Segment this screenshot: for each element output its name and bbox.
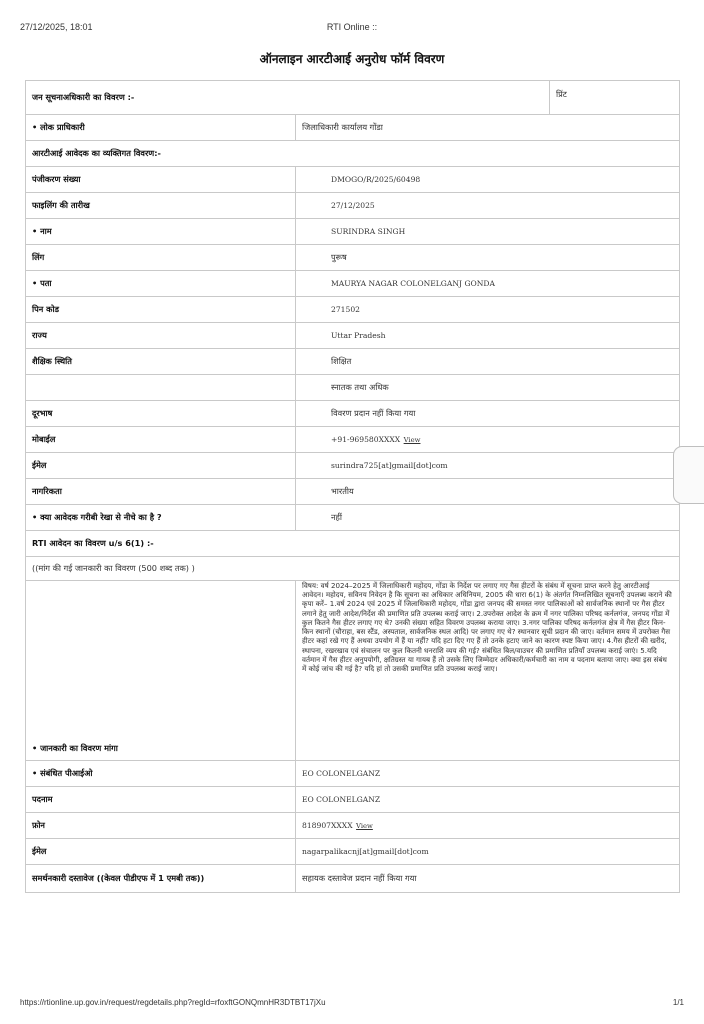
table-row [26, 401, 680, 427]
table-row [26, 349, 680, 375]
address-label: • पता [26, 271, 296, 297]
document-title: ऑनलाइन आरटीआई अनुरोध फॉर्म विवरण [259, 52, 445, 66]
print-header [20, 22, 684, 36]
name-label: • नाम [26, 219, 296, 245]
table-row [26, 193, 680, 219]
pio-section-heading: जन सूचनाअधिकारी का विवरण :- [26, 81, 550, 115]
mobile-label: मोबाईल [26, 427, 296, 453]
table-row [26, 245, 680, 271]
pio-email-label: ईमेल [26, 839, 296, 865]
table-row [26, 167, 680, 193]
table-row [26, 865, 680, 893]
info-requested-label: • जानकारी का विवरण मांगा [26, 581, 296, 761]
print-page-title: RTI Online :: [326, 22, 378, 32]
supporting-docs-label: समर्थनकारी दस्तावेज ((केवल पीडीएफ में 1 एमबी तक)) [26, 865, 296, 893]
phone-label: दूरभाष [26, 401, 296, 427]
pincode-label: पिन कोड [26, 297, 296, 323]
table-row [26, 141, 680, 167]
pio-phone-cell [296, 813, 680, 839]
table-row [26, 427, 680, 453]
pio-phone-view-link[interactable]: View [356, 821, 373, 830]
page-number: 1/1 [672, 998, 684, 1007]
rti-subheading: ((मांग की गई जानकारी का विवरण (500 शब्द तक) ) [26, 557, 680, 581]
bpl-label: • क्या आवेदक गरीबी रेखा से नीचे का है ? [26, 505, 296, 531]
table-row [26, 505, 680, 531]
filing-date-value: 27/12/2025 [296, 193, 680, 219]
pio-phone-label: फ़ोन [26, 813, 296, 839]
name-value: SURINDRA SINGH [296, 219, 680, 245]
page-url: https://rtionline.up.gov.in/request/regdetails.php?regId=rfoxftGONQmnHR3DTBT17jXu [20, 998, 326, 1007]
designation-value: EO COLONELGANZ [296, 787, 680, 813]
phone-value: विवरण प्रदान नहीं किया गया [296, 401, 680, 427]
email-label: ईमेल [26, 453, 296, 479]
public-authority-label: • लोक प्राधिकारी [26, 115, 296, 141]
table-row [26, 813, 680, 839]
gender-label: लिंग [26, 245, 296, 271]
side-scroll-tab[interactable] [673, 446, 704, 504]
table-row [26, 323, 680, 349]
reg-no-value: DMOGO/R/2025/60498 [296, 167, 680, 193]
table-row [26, 761, 680, 787]
pio-phone-value: 818907XXXX [302, 820, 353, 830]
print-date: 27/12/2025, 18:01 [20, 22, 93, 32]
table-row [26, 271, 680, 297]
citizenship-label: नागरिकता [26, 479, 296, 505]
citizenship-value: भारतीय [296, 479, 680, 505]
mobile-value: +91-969580XXXX [331, 434, 401, 444]
bpl-value: नहीं [296, 505, 680, 531]
email-value: surindra725[at]gmail[dot]com [296, 453, 680, 479]
table-row [26, 81, 680, 115]
rti-section-heading: RTI आवेदन का विवरण u/s 6(1) :- [26, 531, 680, 557]
print-footer [20, 998, 684, 1010]
designation-label: पदनाम [26, 787, 296, 813]
education-value: शिक्षित [296, 349, 680, 375]
table-row [26, 531, 680, 557]
state-label: राज्य [26, 323, 296, 349]
education-label: शैक्षिक स्थिति [26, 349, 296, 375]
empty-cell [26, 375, 296, 401]
public-authority-value: जिलाधिकारी कार्यालय गोंडा [296, 115, 680, 141]
filing-date-label: फाइलिंग की तारीख [26, 193, 296, 219]
table-row [26, 375, 680, 401]
table-row [26, 581, 680, 761]
info-requested-text: विषय: वर्ष 2024–2025 में जिलाधिकारी महोदय, गोंडा के निर्देश पर लगाए गए गैस हीटरों के संबंध में सूचना प्राप्त करने हेतु आरटीआई आवेदन। महोदय, सविनय निवेदन है कि सूचना का अधिकार अधिनियम, 2005 की धारा 6(1) के अंतर्गत निम्नलिखित सूचनाएँ उपलब्ध कराने की कृपा करें– 1.वर्ष 2024 एवं 2025 में जिलाधिकारी महोदय, गोंडा द्वारा जनपद की समस्त नगर पालिकाओं को सार्वजनिक स्थानों पर गैस हीटर लगाने हेतु जारी आदेश/निर्देश की प्रमाणित प्रति उपलब्ध कराई जाए। 2.उपरोक्त आदेश के क्रम में नगर पालिका परिषद कर्नलगंज, जनपद गोंडा में कुल कितने गैस हीटर लगाए गए थे? उनकी संख्या सहित विवरण उपलब्ध कराया जाए। 3.नगर पालिका परिषद कर्नलगंज क्षेत्र में गैस हीटर किन-किन स्थानों (चौराहा, बस स्टैंड, अस्पताल, सार्वजनिक स्थल आदि) पर लगाए गए थे? स्थानवार सूची प्रदान की जाए। वर्तमान समय में उपरोक्त गैस हीटर कहां रखे गए हैं अथवा उपयोग में हैं या नहीं? यदि हटा दिए गए हैं तो उनके हटाए जाने का कारण स्पष्ट किया जाए। 4.गैस हीटरों की खरीद, स्थापना, रखरखाव एवं संचालन पर कुल कितनी धनराशि व्यय की गई? संबंधित बिल/वाउचर की प्रमाणित प्रतियाँ उपलब्ध कराई जाएं। 5.यदि वर्तमान में गैस हीटर अनुपयोगी, क्षतिग्रस्त या गायब हैं तो उसके लिए जिम्मेदार अधिकारी/कर्मचारी का नाम व पदनाम बताया जाए। क्या इस संबंध में कोई जांच की गई है? यदि हां तो उसकी प्रमाणित प्रति उपलब्ध कराई जाए। [296, 581, 680, 761]
print-link[interactable]: प्रिंट [550, 81, 680, 115]
table-row [26, 557, 680, 581]
address-value: MAURYA NAGAR COLONELGANJ GONDA [296, 271, 680, 297]
table-row [26, 453, 680, 479]
table-row [26, 479, 680, 505]
supporting-docs-value: सहायक दस्तावेज प्रदान नहीं किया गया [296, 865, 680, 893]
table-row [26, 219, 680, 245]
applicant-section-heading: आरटीआई आवेदक का व्यक्तिगत विवरण:- [26, 141, 680, 167]
table-row [26, 297, 680, 323]
state-value: Uttar Pradesh [296, 323, 680, 349]
mobile-view-link[interactable]: View [403, 435, 421, 444]
rti-details-table [25, 80, 680, 893]
mobile-cell [296, 427, 680, 453]
gender-value: पुरूष [296, 245, 680, 271]
table-row [26, 839, 680, 865]
education-detail: स्नातक तथा अधिक [296, 375, 680, 401]
pio-email-value: nagarpalikacnj[at]gmail[dot]com [296, 839, 680, 865]
related-pio-label: • संबंधित पीआईओ [26, 761, 296, 787]
related-pio-value: EO COLONELGANZ [296, 761, 680, 787]
table-row [26, 115, 680, 141]
reg-no-label: पंजीकरण संख्या [26, 167, 296, 193]
table-row [26, 787, 680, 813]
pincode-value: 271502 [296, 297, 680, 323]
